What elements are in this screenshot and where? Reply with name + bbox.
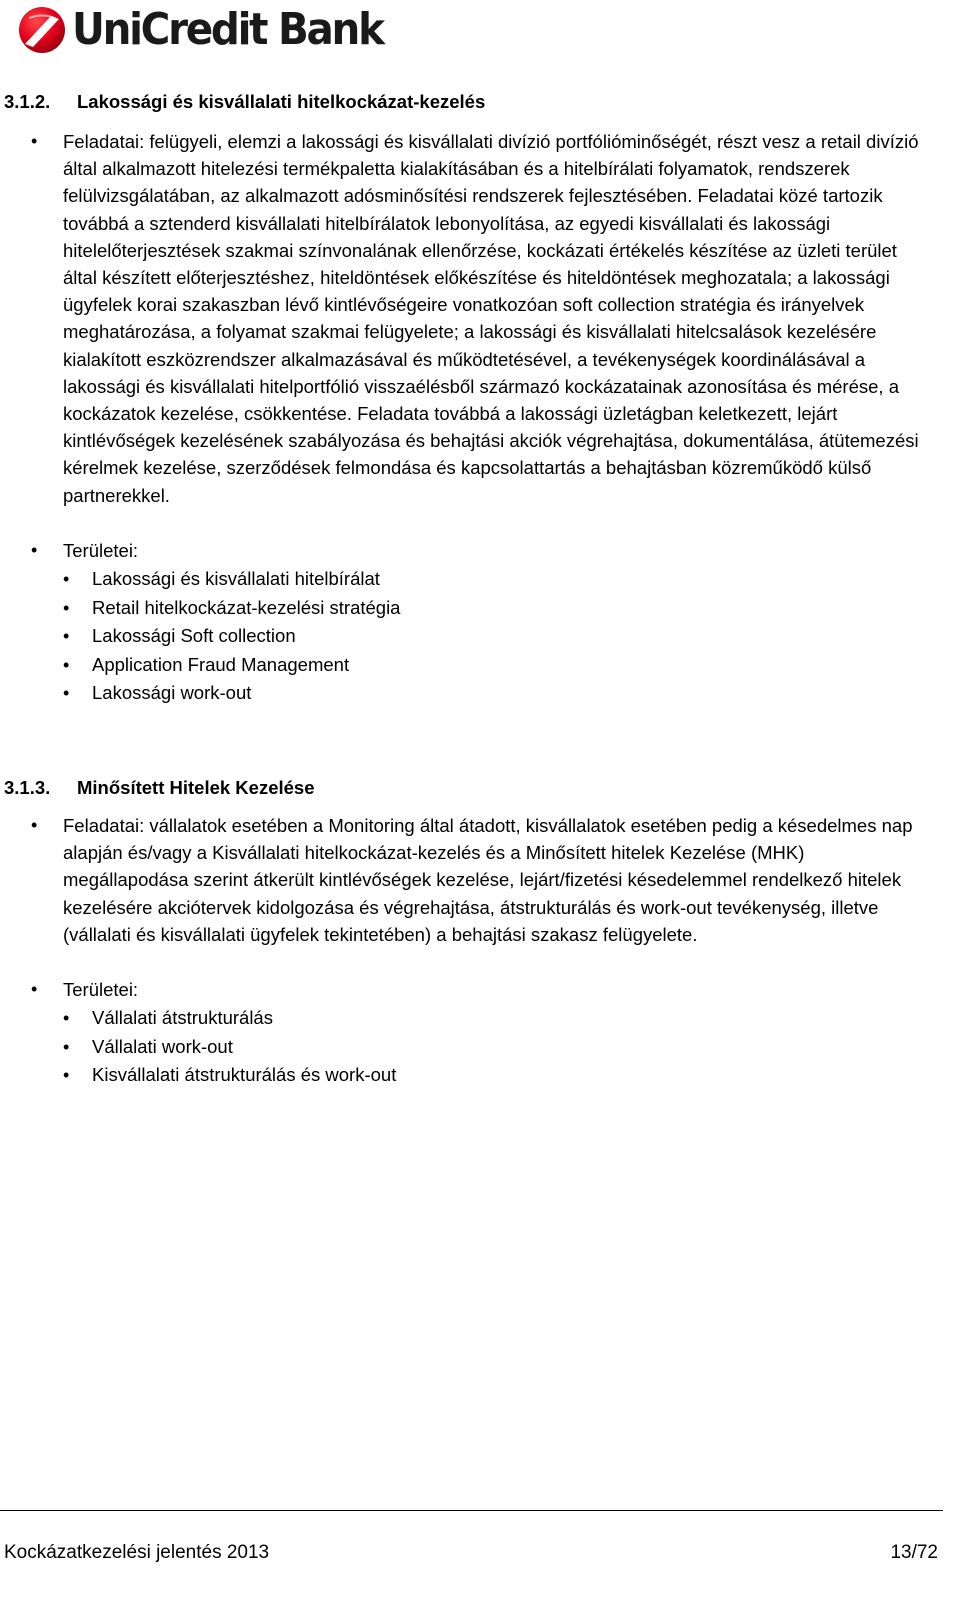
section-list-3-1-2 [0,128,920,708]
list-item: • Lakossági work-out [63,679,920,708]
section-title: Minősített Hitelek Kezelése [77,777,315,798]
list-item-areas [0,976,920,1090]
section-title: Lakossági és kisvállalati hitelkockázat-kezelés [77,91,486,112]
section-heading-3-1-3 [4,776,315,800]
logo-wordmark: UniCredit Bank [72,4,383,55]
areas-list [63,565,920,708]
footer-page-number: 13/72 [890,1542,938,1563]
unicredit-logo-icon [18,6,66,54]
list-item-areas [0,537,920,708]
section-number: 3.1.2. [4,91,51,112]
areas-label: Területei: [63,539,139,561]
list-item: • Vállalati work-out [63,1033,920,1062]
footer-report-title: Kockázatkezelési jelentés 2013 [4,1542,270,1563]
tasks-paragraph: • Feladatai: felügyeli, elemzi a lakossági és kisvállalati divízió portfólióminőségét, részt vesz a retail divízió által alkalmazott hitelezési termékpaletta kialakításában és a hitelbírálati folyamatok, rendszerek felülvizsgálatában, az alkalmazott adósminősítési rendszerek fejlesztésében. Feladatai közé tartozik továbbá a sztenderd kisvállalati hitelbírálatok lebonyolítása, az egyedi kisvállalati és lakossági hitelelőterjesztések szakmai színvonalának ellenőrzése, kockázati értékelés készítése az üzleti terület által készített előterjesztéshez, hiteldöntések előkészítése és hiteldöntések meghozatala; a lakossági ügyfelek korai szakaszban lévő kintlévőségeire vonatkozóan soft collection stratégia és irányelvek meghatározása, a folyamat szakmai felügyelete; a lakossági és kisvállalati hitelcsalások kezelésére kialakított eszközrendszer alkalmazásával és működtetésével, a tevékenységek koordinálásával a lakossági és kisvállalati hitelportfólió visszaélésből származó kockázatainak azonosítása és mérése, a kockázatok kezelése, csökkentése. Feladata továbbá a lakossági üzletágban keletkezett, lejárt kintlévőségek kezelésének szabályozása és behajtási akciók végrehajtása, dokumentálása, átütemezési kérelmek kezelése, szerződések felmondása és kapcsolattartás a behajtásban közreműködő külső partnerekkel. [63,131,919,506]
list-item: • Kisvállalati átstrukturálás és work-out [63,1061,920,1090]
areas-label: Területei: [63,979,139,1001]
section-list-3-1-3 [0,812,920,1090]
areas-list [63,1004,920,1090]
list-item: • Retail hitelkockázat-kezelési stratégia [63,594,920,623]
section-number: 3.1.3. [4,777,51,798]
footer-divider [0,1510,943,1511]
tasks-paragraph: • Feladatai: vállalatok esetében a Monitoring által átadott, kisvállalatok esetében pedig a késedelmes nap alapján és/vagy a Kisvállalati hitelkockázat-kezelés és a Minősített hitelek Kezelése (MHK) megállapodása szerint átkerült kintlévőségek kezelése, lejárt/fizetési késedelemmel rendelkező hitelek kezelésére akciótervek kidolgozása és végrehajtása, átstrukturálás és work-out tevékenység, illetve (vállalati és kisvállalati ügyfelek tekintetében) a behajtási szakasz felügyelete. [63,815,913,945]
list-item: • Lakossági és kisvállalati hitelbírálat [63,565,920,594]
section-heading-3-1-2 [4,90,485,114]
unicredit-logo [18,4,410,56]
list-item: • Application Fraud Management [63,651,920,680]
list-item-tasks [0,128,920,509]
list-item-tasks [0,812,920,948]
list-item: • Lakossági Soft collection [63,622,920,651]
list-item: • Vállalati átstrukturálás [63,1004,920,1033]
